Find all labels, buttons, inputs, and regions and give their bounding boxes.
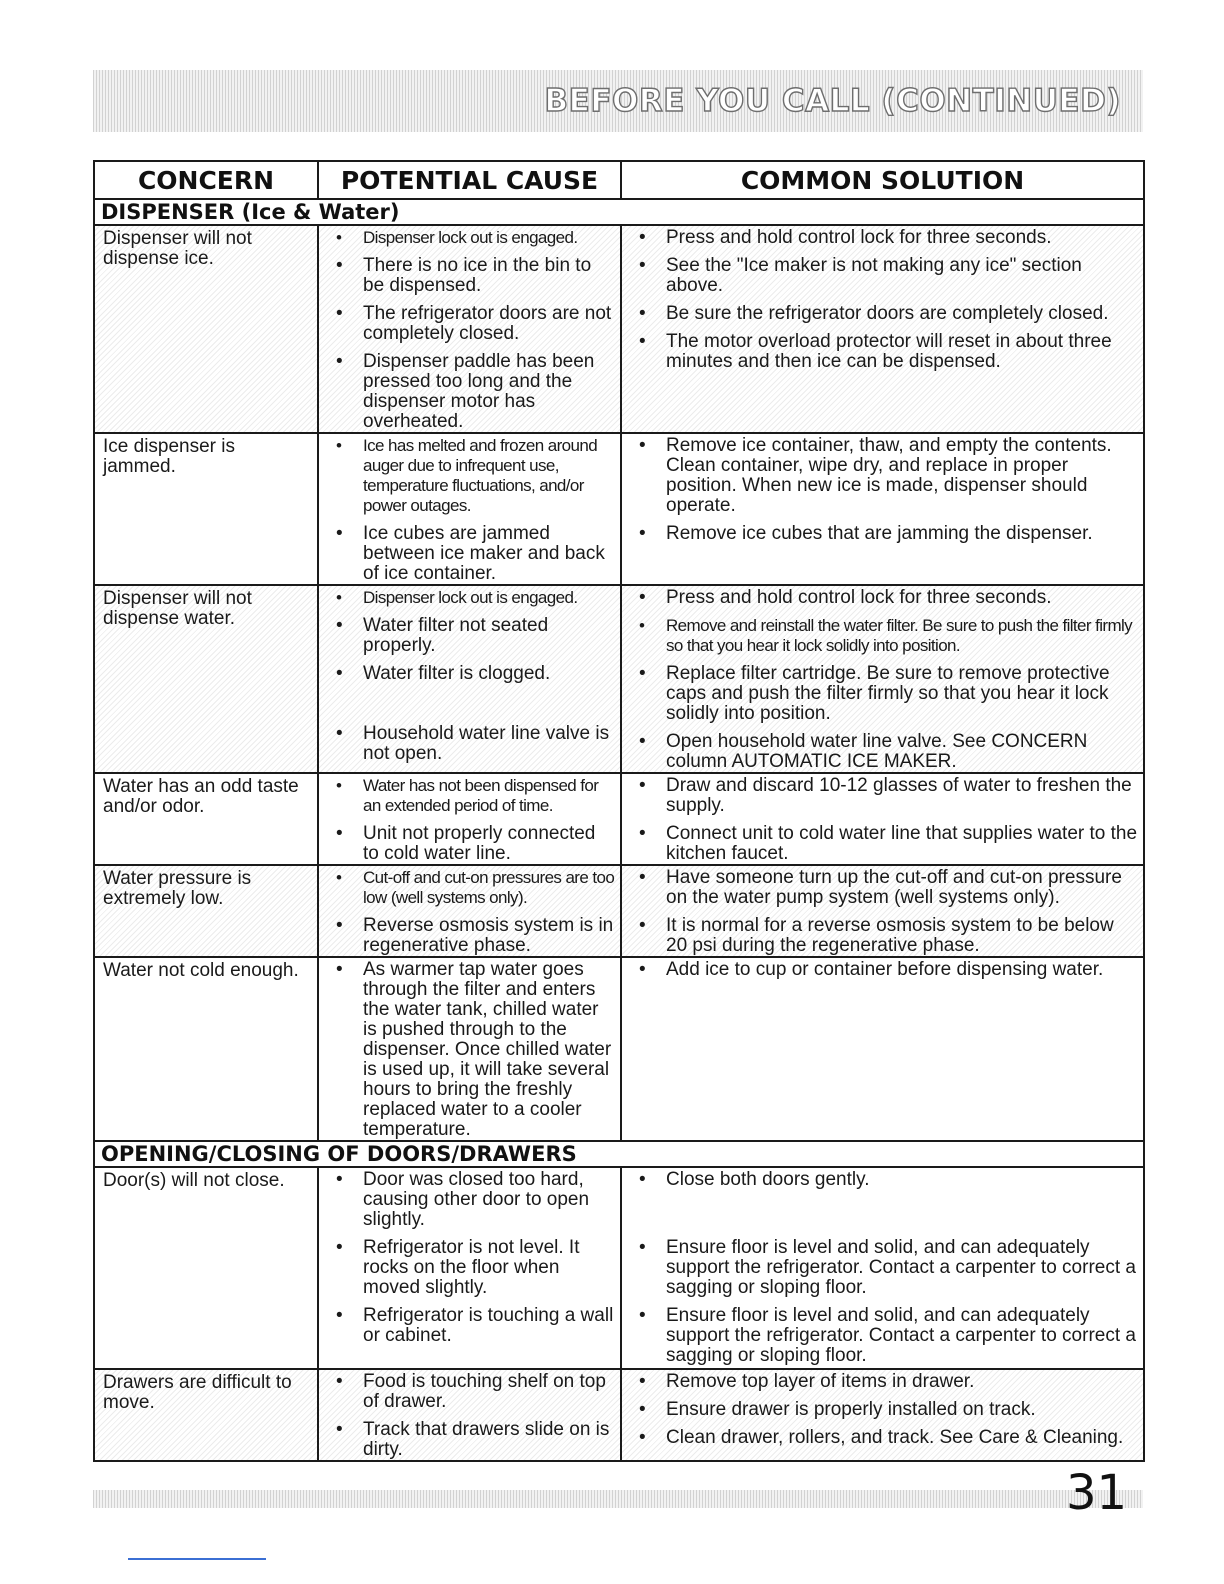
banner-title: BEFORE YOU CALL (CONTINUED) [544, 83, 1121, 119]
cause-item: • The refrigerator doors are not completely closed. [363, 304, 616, 344]
table-row [94, 433, 1144, 585]
cause-cell [318, 585, 621, 773]
solution-item: • Have someone turn up the cut-off and cut-on pressure on the water pump system (well systems only). [666, 868, 1139, 908]
cause-item: • There is no ice in the bin to be dispensed. [363, 256, 616, 296]
cause-item: • Dispenser paddle has been pressed too long and the dispenser motor has overheated. [363, 352, 616, 432]
solution-cell [621, 773, 1144, 865]
cause-item: • Ice has melted and frozen around auger due to infrequent use, temperature fluctuations, and/or power outages. [363, 436, 616, 516]
concern-cell: Dispenser will not dispense water. [94, 585, 318, 773]
cause-item: • Dispenser lock out is engaged. [363, 228, 616, 248]
cause-cell [318, 865, 621, 957]
solution-item: • Be sure the refrigerator doors are completely closed. [666, 304, 1139, 324]
concern-cell: Drawers are difficult to move. [94, 1369, 318, 1461]
solution-item: • Close both doors gently. [666, 1170, 1139, 1190]
section-title: DISPENSER (Ice & Water) [94, 199, 1144, 225]
cause-cell [318, 225, 621, 433]
cause-item: • Cut-off and cut-on pressures are too low (well systems only). [363, 868, 616, 908]
cause-item: • Household water line valve is not open. [363, 724, 616, 764]
section-title: OPENING/CLOSING OF DOORS/DRAWERS [94, 1141, 1144, 1167]
cause-item: • Reverse osmosis system is in regenerative phase. [363, 916, 616, 956]
solution-item: • Open household water line valve. See CONCERN column AUTOMATIC ICE MAKER. [666, 732, 1139, 772]
cause-item: • Refrigerator is not level. It rocks on the floor when moved slightly. [363, 1238, 616, 1298]
concern-cell: Water not cold enough. [94, 957, 318, 1141]
page-number: 31 [1066, 1465, 1128, 1521]
solution-item: • Replace filter cartridge. Be sure to remove protective caps and push the filter firmly so that you hear it lock solidly into position. [666, 664, 1139, 724]
solution-item: • Clean drawer, rollers, and track. See Care & Cleaning. [666, 1428, 1139, 1448]
cause-cell [318, 957, 621, 1141]
cause-item: • Dispenser lock out is engaged. [363, 588, 616, 608]
concern-cell: Water has an odd taste and/or odor. [94, 773, 318, 865]
solution-item: • Connect unit to cold water line that supplies water to the kitchen faucet. [666, 824, 1139, 864]
solution-cell [621, 585, 1144, 773]
solution-item: • Remove and reinstall the water filter. Be sure to push the filter firmly so that you hear it lock solidly into position. [666, 616, 1139, 656]
solution-item: • Ensure drawer is properly installed on track. [666, 1400, 1139, 1420]
table-row [94, 225, 1144, 433]
footer-divider [128, 1558, 266, 1560]
solution-cell [621, 433, 1144, 585]
solution-item: • Remove ice cubes that are jamming the dispenser. [666, 524, 1139, 544]
cause-item: • Ice cubes are jammed between ice maker and back of ice container. [363, 524, 616, 584]
cause-item: • Unit not properly connected to cold water line. [363, 824, 616, 864]
table-row [94, 957, 1144, 1141]
cause-cell [318, 1167, 621, 1369]
cause-cell [318, 773, 621, 865]
solution-item: • The motor overload protector will reset in about three minutes and then ice can be dispensed. [666, 332, 1139, 372]
concern-cell: Ice dispenser is jammed. [94, 433, 318, 585]
cause-item: • Water filter is clogged. [363, 664, 616, 684]
solution-item: • Ensure floor is level and solid, and can adequately support the refrigerator. Contact a carpenter to correct a sagging or sloping floor. [666, 1238, 1139, 1298]
cause-cell [318, 1369, 621, 1461]
troubleshooting-table [93, 160, 1145, 1462]
solution-cell [621, 225, 1144, 433]
solution-item: • Press and hold control lock for three seconds. [666, 588, 1139, 608]
cause-item: • Water has not been dispensed for an extended period of time. [363, 776, 616, 816]
solution-item: • Remove top layer of items in drawer. [666, 1372, 1139, 1392]
table-row [94, 773, 1144, 865]
solution-item: • Draw and discard 10-12 glasses of water to freshen the supply. [666, 776, 1139, 816]
solution-item: • Press and hold control lock for three seconds. [666, 228, 1139, 248]
page-banner [93, 70, 1143, 132]
concern-cell: Water pressure is extremely low. [94, 865, 318, 957]
solution-item: • It is normal for a reverse osmosis system to be below 20 psi during the regenerative phase. [666, 916, 1139, 956]
solution-item: • Remove ice container, thaw, and empty the contents. Clean container, wipe dry, and replace in proper position. When new ice is made, dispenser should operate. [666, 436, 1139, 516]
cause-cell [318, 433, 621, 585]
footer-band [93, 1490, 1143, 1508]
section-header-dispenser [94, 199, 1144, 225]
table-header-row [94, 161, 1144, 199]
section-header-doors-drawers [94, 1141, 1144, 1167]
cause-item: • Refrigerator is touching a wall or cabinet. [363, 1306, 616, 1346]
column-header-potential-cause: POTENTIAL CAUSE [318, 161, 621, 199]
solution-item: • Add ice to cup or container before dispensing water. [666, 960, 1139, 980]
solution-cell [621, 1167, 1144, 1369]
column-header-common-solution: COMMON SOLUTION [621, 161, 1144, 199]
concern-cell: Door(s) will not close. [94, 1167, 318, 1369]
cause-item: • Water filter not seated properly. [363, 616, 616, 656]
column-header-concern: CONCERN [94, 161, 318, 199]
table-row [94, 865, 1144, 957]
cause-item: • As warmer tap water goes through the filter and enters the water tank, chilled water is pushed through to the dispenser. Once chilled water is used up, it will take several hours to bring the freshly replaced water to a cooler temperature. [363, 960, 616, 1140]
table-row [94, 1369, 1144, 1461]
solution-cell [621, 957, 1144, 1141]
solution-item: • Ensure floor is level and solid, and can adequately support the refrigerator. Contact a carpenter to correct a sagging or sloping floor. [666, 1306, 1139, 1366]
solution-item: • See the "Ice maker is not making any ice" section above. [666, 256, 1139, 296]
solution-cell [621, 1369, 1144, 1461]
solution-cell [621, 865, 1144, 957]
cause-item: • Track that drawers slide on is dirty. [363, 1420, 616, 1460]
table-row [94, 1167, 1144, 1369]
concern-cell: Dispenser will not dispense ice. [94, 225, 318, 433]
cause-item: • Door was closed too hard, causing other door to open slightly. [363, 1170, 616, 1230]
cause-item: • Food is touching shelf on top of drawer. [363, 1372, 616, 1412]
table-row [94, 585, 1144, 773]
